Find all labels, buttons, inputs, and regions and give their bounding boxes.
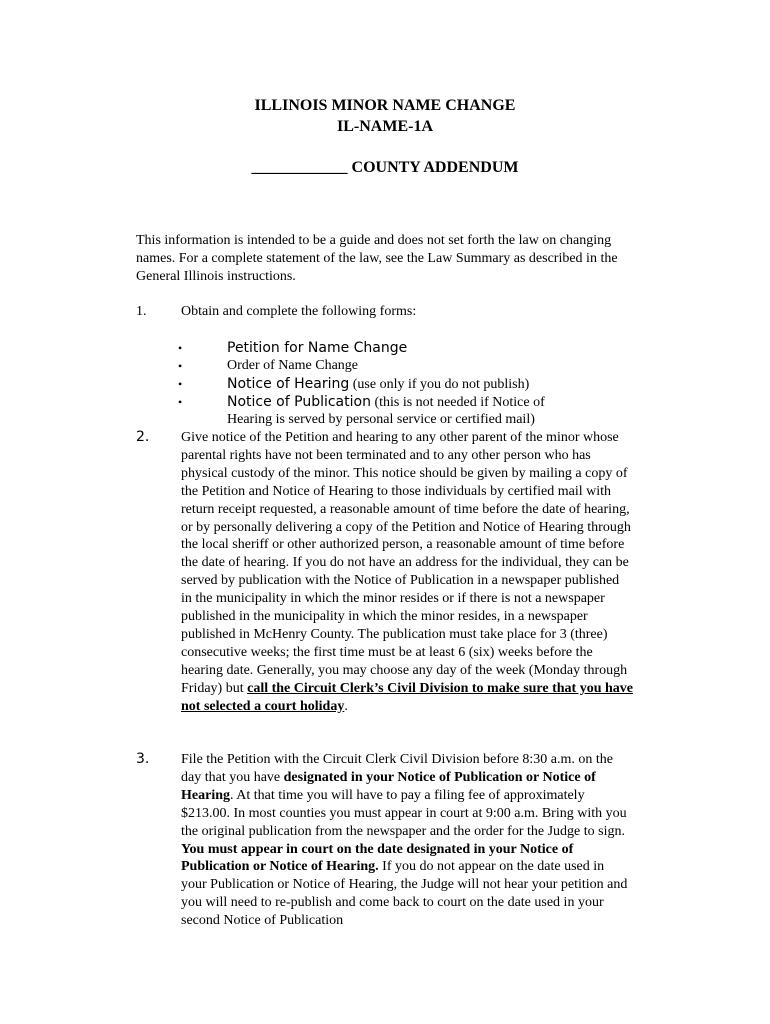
- county-blank: ____________: [251, 159, 348, 176]
- step-1-number: 1.: [136, 304, 147, 319]
- form-name: Petition for Name Change: [227, 340, 408, 356]
- bullet-icon: •: [178, 359, 183, 373]
- court-holiday-warning: call the Circuit Clerk’s Civil Division to make sure that you have not selected a court holiday: [181, 680, 634, 714]
- form-note-continued: Hearing is served by personal service or certified mail): [227, 412, 535, 427]
- form-name: Notice of Hearing: [227, 376, 350, 392]
- bullet-icon: •: [178, 377, 183, 391]
- emphasis: designated in your Notice of Publication or Notice of Hearing: [181, 769, 596, 803]
- step-1-text: Obtain and complete the following forms:: [181, 304, 417, 319]
- step-3-number: 3.: [136, 751, 150, 767]
- step-2-text: Give notice of the Petition and hearing to any other parent of the minor whose parental rights have not been terminated and to any other person who has physical custody of the minor. This notice should be given by mailing a copy of the Petition and Notice of Hearing to those individuals by certified mail with return receipt requested, a reasonable amount of time before the date of hearing, or by personally delivering a copy of the Petition and Notice of Hearing through the local sheriff or other authorized person, a reasonable amount of time before the date of hearing. If you do not have an address for the individual, they can be served by publication with the Notice of Publication in a newspaper published in the municipality in which the minor resides or if there is not a newspaper published in the municipality in which the minor resides, in a newspaper published in McHenry County. The publication must take place for 3 (three) consecutive weeks; the first time must be at least 6 (six) weeks before the hearing date. Generally, you may choose any day of the week (Monday through Friday) but call the Circuit Clerk’s Civil Division to make sure that you have not selected a court holiday.: [181, 430, 634, 714]
- addendum-heading: [0, 157, 770, 178]
- step-3-text: File the Petition with the Circuit Clerk Civil Division before 8:30 a.m. on the day that you have designated in your Notice of Publication or Notice of Hearing. At that time you will have to pay a filing fee of approximately $213.00. In most counties you must appear in court at 9:00 a.m. Bring with you the original publication from the newspaper and the order for the Judge to sign. You must appear in court on the date designated in your Notice of Publication or Notice of Hearing. If you do not appear on the date used in your Publication or Notice of Hearing, the Judge will not hear your petition and you will need to re-publish and come back to court on the date used in your second Notice of Publication: [181, 752, 628, 929]
- bullet-icon: •: [178, 395, 183, 409]
- form-code: IL-NAME-1A: [337, 118, 433, 135]
- emphasis: You must appear in court on the date designated in your Notice of Publication or Notice of Hearing.: [181, 841, 574, 875]
- form-name: Notice of Publication: [227, 394, 371, 410]
- addendum-label: COUNTY ADDENDUM: [347, 159, 519, 176]
- bullet-icon: •: [178, 341, 183, 355]
- step-2-number: 2.: [136, 429, 150, 445]
- document-title: ILLINOIS MINOR NAME CHANGE: [254, 97, 516, 114]
- form-note: (use only if you do not publish): [349, 377, 530, 392]
- form-note: (this is not needed if Notice of: [370, 395, 545, 410]
- form-name: Order of Name Change: [227, 358, 359, 373]
- intro-paragraph: This information is intended to be a guide and does not set forth the law on changing names. For a complete statement of the law, see the Law Summary as described in the General Illinois instructions.: [136, 233, 618, 284]
